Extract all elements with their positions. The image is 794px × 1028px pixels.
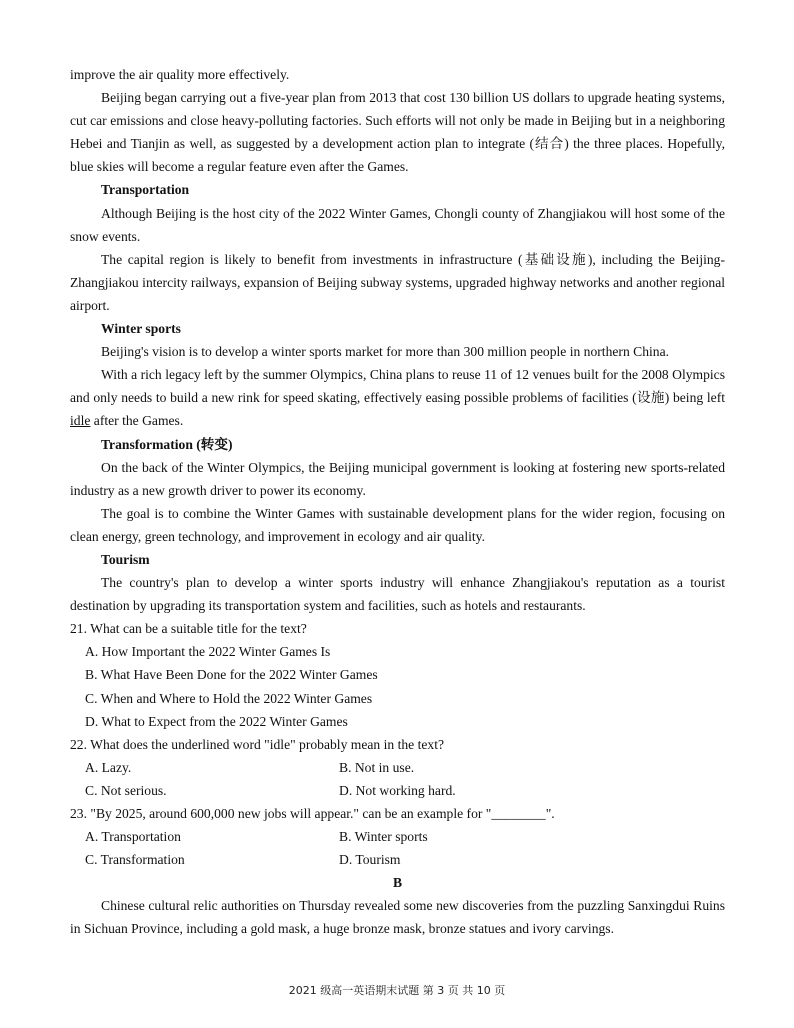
paragraph-goal: The goal is to combine the Winter Games with sustainable development plans for the wider region, focusing on clean energy, green technology, and improvement in ecology and air quality. xyxy=(70,505,725,544)
q22-options-row-1 xyxy=(70,756,725,779)
legacy-text-a: With a rich legacy left by the summer Olympics, China plans to reuse 11 of 12 venues built for the 2008 Olympics and only needs to build a new rink for speed skating, effectively easing possible problems of facilities (设施) being left xyxy=(70,367,725,406)
paragraph-air-quality: Beijing began carrying out a five-year plan from 2013 that cost 130 billion US dollars to upgrade heating systems, cut car emissions and close heavy-polluting factories. Such efforts will not only be made in Beijing but in a neighboring Hebei and Tianjin as well, as suggested by a development action plan to integrate (结合) the three places. Hopefully, blue skies will become a regular feature even after the Games. xyxy=(70,90,725,175)
paragraph-0: improve the air quality more effectively. xyxy=(70,67,290,82)
q21-option-a: A. How Important the 2022 Winter Games Is xyxy=(85,644,331,660)
question-21: 21. What can be a suitable title for the text? xyxy=(70,621,307,637)
paragraph-infrastructure: The capital region is likely to benefit from investments in infrastructure (基础设施), including the Beijing-Zhangjiakou intercity railways, expansion of Beijing subway systems, upgraded highway networks and another regional airport. xyxy=(70,251,725,313)
q22-option-a: A. Lazy. xyxy=(85,759,132,775)
q23-options-row-2 xyxy=(70,848,725,871)
heading-winter-sports: Winter sports xyxy=(101,321,181,337)
q23-options-row-1 xyxy=(70,825,725,848)
section-b-label: B xyxy=(392,875,403,891)
question-23: 23. "By 2025, around 600,000 new jobs will appear." can be an example for "________". xyxy=(70,806,555,821)
underlined-word-idle: idle xyxy=(70,413,91,429)
paragraph-vision: Beijing's vision is to develop a winter sports market for more than 300 million people in northern China. xyxy=(101,344,670,360)
q23-option-c: C. Transformation xyxy=(85,852,185,868)
heading-transportation: Transportation xyxy=(101,182,190,198)
heading-transformation: Transformation (转变) xyxy=(101,436,233,452)
q23-option-d: D. Tourism xyxy=(339,852,401,868)
q21-option-c: C. When and Where to Hold the 2022 Winter Games xyxy=(85,690,373,706)
q21-option-d: D. What to Expect from the 2022 Winter Games xyxy=(85,713,348,729)
q21-option-b: B. What Have Been Done for the 2022 Winter Games xyxy=(85,667,378,683)
q22-option-d: D. Not working hard. xyxy=(339,782,456,798)
q22-options-row-2 xyxy=(70,779,725,802)
heading-tourism: Tourism xyxy=(101,551,150,567)
page-footer: 2021 级高一英语期末试题 第 3 页 共 10 页 xyxy=(288,984,506,997)
paragraph-legacy xyxy=(70,363,725,432)
legacy-text-b: after the Games. xyxy=(90,413,184,429)
q22-option-b: B. Not in use. xyxy=(339,759,415,775)
page-content xyxy=(70,63,725,941)
q23-option-a: A. Transportation xyxy=(85,829,181,845)
q22-option-c: C. Not serious. xyxy=(85,782,167,798)
q23-option-b: B. Winter sports xyxy=(339,829,428,845)
question-22: 22. What does the underlined word "idle" probably mean in the text? xyxy=(70,736,445,752)
paragraph-municipal: On the back of the Winter Olympics, the Beijing municipal government is looking at fostering new sports-related industry as a new growth driver to power its economy. xyxy=(70,459,725,498)
paragraph-sanxingdui: Chinese cultural relic authorities on Thursday revealed some new discoveries from the puzzling Sanxingdui Ruins in Sichuan Province, including a gold mask, a huge bronze mask, bronze statues and ivory carvings. xyxy=(70,898,725,937)
paragraph-tourism: The country's plan to develop a winter sports industry will enhance Zhangjiakou's reputation as a tourist destination by upgrading its transportation system and facilities, such as hotels and restaurants. xyxy=(70,575,725,614)
paragraph-host-city: Although Beijing is the host city of the 2022 Winter Games, Chongli county of Zhangjiakou will host some of the snow events. xyxy=(70,205,725,244)
